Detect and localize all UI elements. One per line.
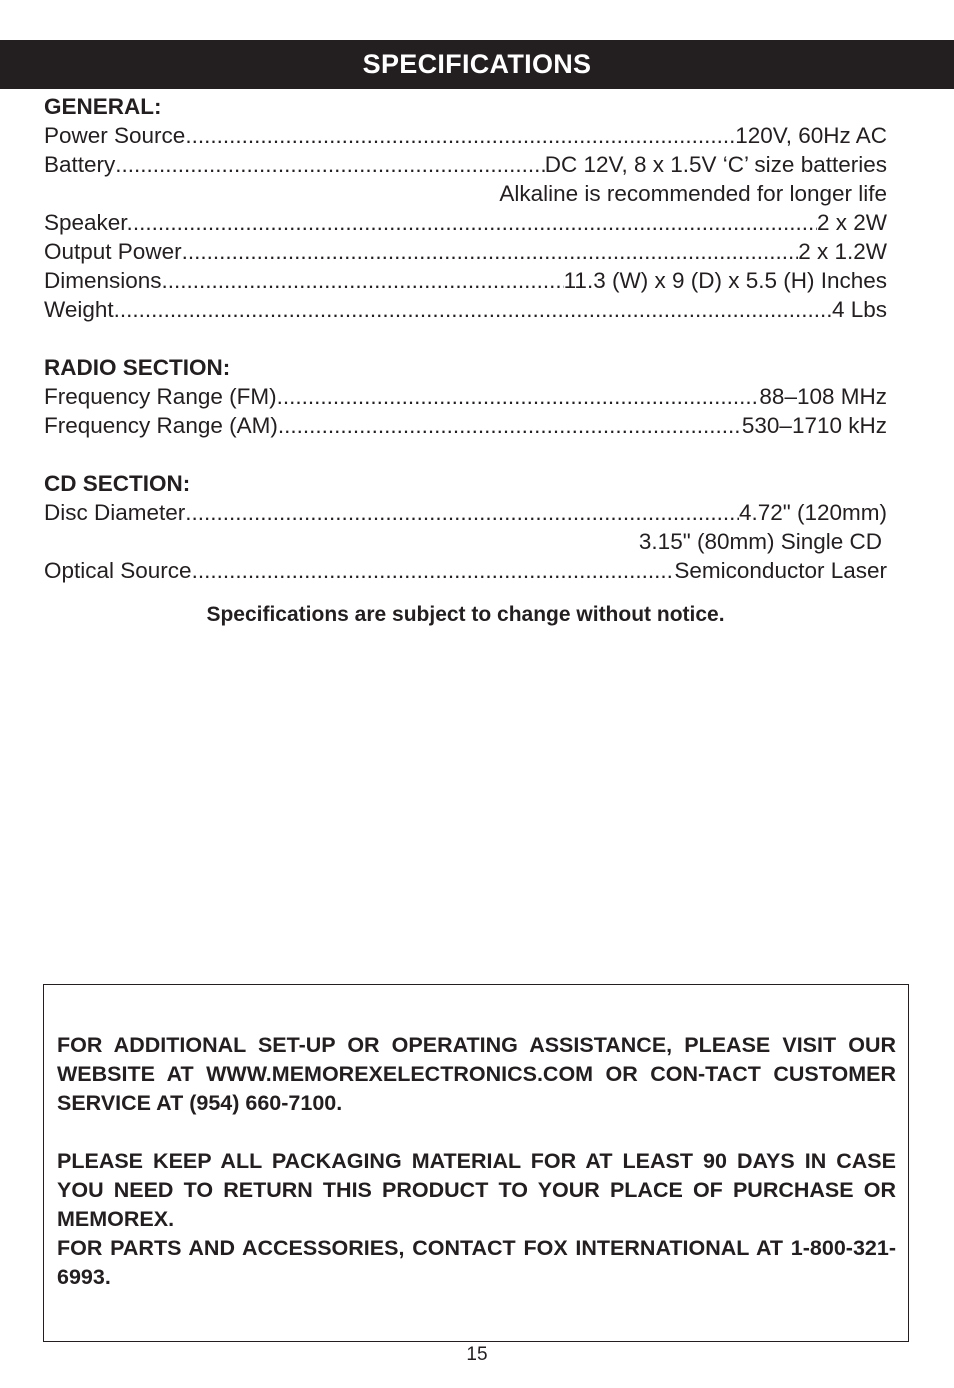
dot-leader (133, 208, 817, 237)
spec-label: Output Power (44, 239, 182, 264)
spec-disc-diameter (44, 498, 887, 527)
spec-label: Speaker. (44, 210, 133, 235)
spec-output-power (44, 237, 887, 266)
cd-section-title: CD SECTION: (44, 471, 191, 496)
spec-optical-source (44, 556, 887, 585)
spec-value: 4.72" (120mm) (738, 500, 887, 525)
spec-label: Dimensions (44, 268, 162, 293)
radio-section-title: RADIO SECTION: (44, 355, 231, 380)
dot-leader (114, 295, 832, 324)
dot-leader (182, 237, 799, 266)
spec-disc-diameter-note: 3.15" (80mm) Single CD (638, 529, 882, 554)
dot-leader (115, 150, 544, 179)
spec-value: 2 x 2W (816, 210, 887, 235)
dot-leader (278, 411, 742, 440)
page-title: SPECIFICATIONS (362, 49, 592, 79)
section-spacer (44, 440, 887, 469)
spec-label: Battery (44, 152, 116, 177)
spec-label: Frequency Range (AM) (44, 413, 278, 438)
spec-value: 11.3 (W) x 9 (D) x 5.5 (H) Inches (563, 268, 887, 293)
dot-leader (162, 266, 564, 295)
spec-value: DC 12V, 8 x 1.5V ‘C’ size batteries (544, 152, 887, 177)
dot-leader (185, 121, 735, 150)
assistance-paragraph: FOR ADDITIONAL SET-UP OR OPERATING ASSISTANCE, PLEASE VISIT OUR WEBSITE AT WWW.MEMOREXELECTRONICS.COM OR CON-TACT CUSTOMER SERVICE AT (954) 660-7100. (57, 1033, 896, 1115)
spec-value: 88–108 MHz (759, 384, 887, 409)
specifications-content (44, 92, 887, 629)
spec-value: 4 Lbs (831, 297, 887, 322)
parts-paragraph: FOR PARTS AND ACCESSORIES, CONTACT FOX INTERNATIONAL AT 1-800-321-6993. (57, 1236, 896, 1289)
info-text (57, 1031, 896, 1292)
spec-battery (44, 150, 887, 179)
spec-dimensions (44, 266, 887, 295)
spec-battery-note: Alkaline is recommended for longer life (499, 181, 887, 206)
dot-leader (192, 556, 675, 585)
spec-label: Optical Source (44, 558, 192, 583)
dot-leader (185, 498, 739, 527)
spec-label: Power Source (44, 123, 186, 148)
spec-label: Disc Diameter (44, 500, 186, 525)
dot-leader (277, 382, 760, 411)
page-number: 15 (466, 1344, 488, 1365)
spec-value: 530–1710 kHz (741, 413, 887, 438)
spec-value: Semiconductor Laser (674, 558, 887, 583)
spec-label: Weight (44, 297, 114, 322)
spec-label: Frequency Range (FM) (44, 384, 277, 409)
packaging-paragraph: PLEASE KEEP ALL PACKAGING MATERIAL FOR AT LEAST 90 DAYS IN CASE YOU NEED TO RETURN THIS PRODUCT TO YOUR PLACE OF PURCHASE OR MEMOREX. (57, 1149, 896, 1231)
spec-speaker (44, 208, 887, 237)
section-spacer (44, 324, 887, 353)
spec-frequency-fm (44, 382, 887, 411)
general-section-title: GENERAL: (44, 94, 162, 119)
specifications-notice: Specifications are subject to change without notice. (206, 603, 725, 626)
paragraph-spacer (57, 1118, 896, 1147)
spec-value: 2 x 1.2W (798, 239, 887, 264)
specifications-header-bar (0, 40, 954, 89)
spec-power-source (44, 121, 887, 150)
assistance-info-box (43, 984, 909, 1342)
spec-value: 120V, 60Hz AC (735, 123, 887, 148)
spec-weight (44, 295, 887, 324)
spec-frequency-am (44, 411, 887, 440)
